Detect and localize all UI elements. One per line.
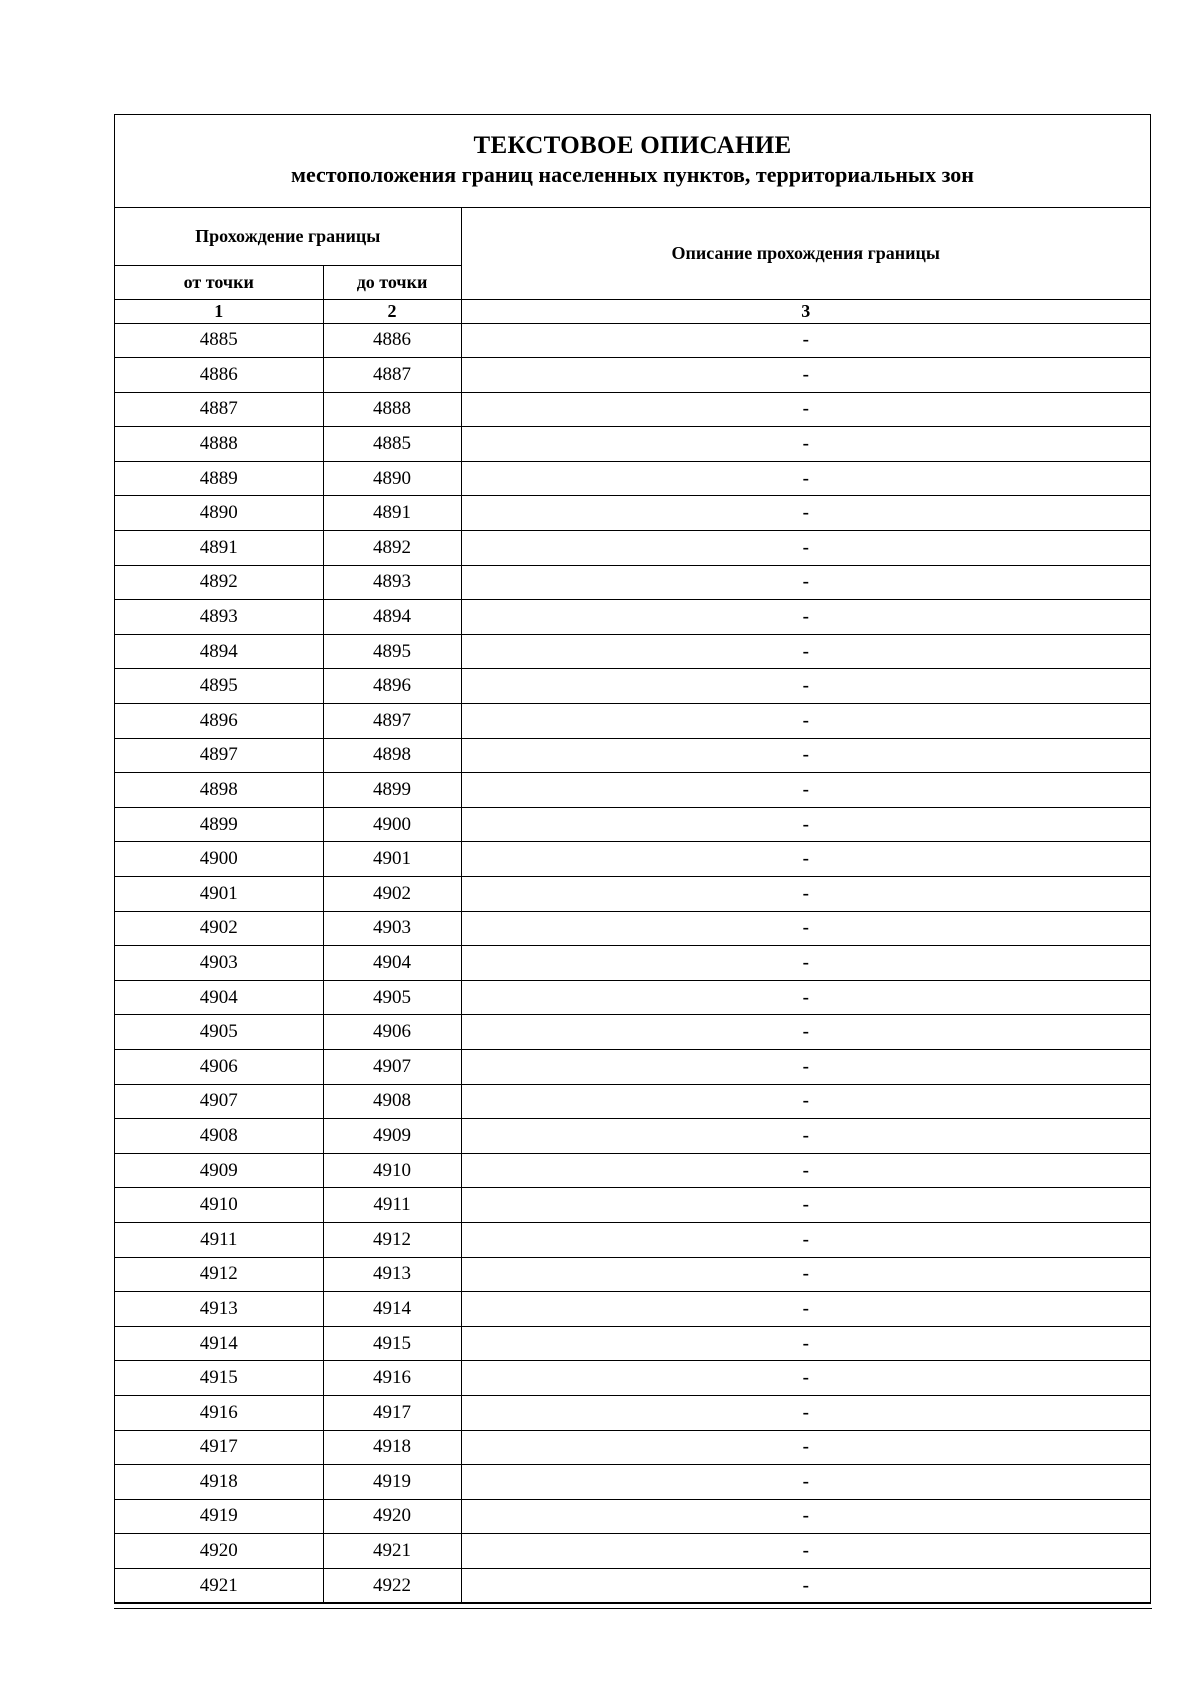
table-row [115,807,1150,842]
table-row [115,427,1150,462]
cell-description: - [461,1049,1150,1084]
table-row [115,1465,1150,1500]
cell-to-point: 4887 [323,358,461,393]
cell-to-point: 4895 [323,634,461,669]
cell-from-point: 4898 [115,773,323,808]
cell-to-point: 4918 [323,1430,461,1465]
cell-description: - [461,1499,1150,1534]
cell-from-point: 4904 [115,980,323,1015]
cell-description: - [461,1534,1150,1569]
table-row [115,911,1150,946]
cell-description: - [461,531,1150,566]
table-row [115,1257,1150,1292]
cell-from-point: 4891 [115,531,323,566]
cell-from-point: 4900 [115,842,323,877]
table-body [115,323,1150,1603]
cell-from-point: 4919 [115,1499,323,1534]
cell-to-point: 4912 [323,1222,461,1257]
table-row [115,531,1150,566]
cell-from-point: 4917 [115,1430,323,1465]
table-row [115,1049,1150,1084]
cell-from-point: 4892 [115,565,323,600]
cell-description: - [461,1119,1150,1154]
table-row [115,946,1150,981]
table-row [115,980,1150,1015]
cell-to-point: 4896 [323,669,461,704]
cell-description: - [461,600,1150,635]
cell-description: - [461,1292,1150,1327]
cell-from-point: 4894 [115,634,323,669]
cell-description: - [461,1395,1150,1430]
table-row [115,1568,1150,1603]
cell-to-point: 4915 [323,1326,461,1361]
cell-from-point: 4887 [115,392,323,427]
table-row [115,877,1150,912]
table-row [115,1326,1150,1361]
cell-from-point: 4915 [115,1361,323,1396]
cell-from-point: 4903 [115,946,323,981]
cell-from-point: 4905 [115,1015,323,1050]
table-row [115,392,1150,427]
cell-description: - [461,461,1150,496]
cell-to-point: 4903 [323,911,461,946]
cell-to-point: 4886 [323,323,461,358]
cell-from-point: 4888 [115,427,323,462]
table-row [115,1015,1150,1050]
cell-from-point: 4893 [115,600,323,635]
table-row [115,1084,1150,1119]
table-row [115,496,1150,531]
header-description: Описание прохождения границы [461,208,1150,299]
table-row [115,1222,1150,1257]
cell-from-point: 4906 [115,1049,323,1084]
cell-from-point: 4899 [115,807,323,842]
header-from-point: от точки [115,265,323,299]
cell-to-point: 4913 [323,1257,461,1292]
header-to-point: до точки [323,265,461,299]
cell-description: - [461,1361,1150,1396]
table-row [115,669,1150,704]
cell-description: - [461,634,1150,669]
cell-to-point: 4906 [323,1015,461,1050]
cell-description: - [461,1188,1150,1223]
cell-description: - [461,565,1150,600]
cell-to-point: 4904 [323,946,461,981]
cell-to-point: 4894 [323,600,461,635]
cell-from-point: 4910 [115,1188,323,1223]
header-passage: Прохождение границы [115,208,461,265]
cell-from-point: 4907 [115,1084,323,1119]
cell-from-point: 4918 [115,1465,323,1500]
document-subtitle: местоположения границ населенных пунктов, территориальных зон [291,162,974,187]
cell-from-point: 4921 [115,1568,323,1603]
title-block [115,115,1150,208]
cell-description: - [461,496,1150,531]
table-row [115,600,1150,635]
cell-description: - [461,1568,1150,1603]
cell-to-point: 4909 [323,1119,461,1154]
cell-to-point: 4914 [323,1292,461,1327]
cell-to-point: 4920 [323,1499,461,1534]
cell-description: - [461,877,1150,912]
cell-description: - [461,946,1150,981]
cell-description: - [461,392,1150,427]
cell-description: - [461,669,1150,704]
table-row [115,323,1150,358]
cell-to-point: 4922 [323,1568,461,1603]
cell-to-point: 4919 [323,1465,461,1500]
table-row [115,1361,1150,1396]
cell-from-point: 4895 [115,669,323,704]
cell-description: - [461,1257,1150,1292]
cell-from-point: 4889 [115,461,323,496]
table-row [115,1153,1150,1188]
cell-description: - [461,738,1150,773]
cell-to-point: 4893 [323,565,461,600]
table-row [115,1430,1150,1465]
header-col-number-3: 3 [461,299,1150,323]
cell-to-point: 4901 [323,842,461,877]
cell-from-point: 4885 [115,323,323,358]
cell-description: - [461,980,1150,1015]
cell-description: - [461,1153,1150,1188]
cell-from-point: 4920 [115,1534,323,1569]
document-title: ТЕКСТОВОЕ ОПИСАНИЕ [473,132,792,159]
cell-description: - [461,773,1150,808]
cell-description: - [461,1015,1150,1050]
cell-to-point: 4910 [323,1153,461,1188]
cell-to-point: 4902 [323,877,461,912]
cell-description: - [461,1084,1150,1119]
cell-description: - [461,358,1150,393]
cell-from-point: 4911 [115,1222,323,1257]
cell-to-point: 4888 [323,392,461,427]
cell-to-point: 4897 [323,704,461,739]
table-row [115,565,1150,600]
cell-from-point: 4901 [115,877,323,912]
cell-to-point: 4905 [323,980,461,1015]
cell-from-point: 4896 [115,704,323,739]
table-row [115,1534,1150,1569]
cell-to-point: 4908 [323,1084,461,1119]
cell-to-point: 4885 [323,427,461,462]
table-row [115,634,1150,669]
cell-to-point: 4900 [323,807,461,842]
cell-description: - [461,1430,1150,1465]
table-row [115,842,1150,877]
boundary-description-document [114,114,1151,1604]
cell-description: - [461,1222,1150,1257]
table-row [115,1188,1150,1223]
cell-description: - [461,911,1150,946]
cell-to-point: 4911 [323,1188,461,1223]
cell-from-point: 4886 [115,358,323,393]
cell-from-point: 4916 [115,1395,323,1430]
table-row [115,738,1150,773]
cell-to-point: 4917 [323,1395,461,1430]
cell-description: - [461,842,1150,877]
table-row [115,1499,1150,1534]
cell-description: - [461,323,1150,358]
cell-from-point: 4902 [115,911,323,946]
cell-from-point: 4890 [115,496,323,531]
cell-description: - [461,704,1150,739]
cell-to-point: 4892 [323,531,461,566]
cell-description: - [461,807,1150,842]
cell-from-point: 4913 [115,1292,323,1327]
table-row [115,704,1150,739]
table-row [115,1395,1150,1430]
cell-to-point: 4890 [323,461,461,496]
cell-to-point: 4907 [323,1049,461,1084]
boundary-table [115,208,1150,1603]
cell-to-point: 4916 [323,1361,461,1396]
cell-description: - [461,1326,1150,1361]
cell-from-point: 4897 [115,738,323,773]
bottom-rule [114,1608,1152,1609]
cell-to-point: 4921 [323,1534,461,1569]
cell-from-point: 4908 [115,1119,323,1154]
cell-description: - [461,427,1150,462]
table-row [115,1119,1150,1154]
cell-to-point: 4891 [323,496,461,531]
cell-from-point: 4909 [115,1153,323,1188]
header-col-number-2: 2 [323,299,461,323]
table-row [115,461,1150,496]
header-col-number-1: 1 [115,299,323,323]
cell-from-point: 4912 [115,1257,323,1292]
table-row [115,358,1150,393]
cell-to-point: 4898 [323,738,461,773]
cell-description: - [461,1465,1150,1500]
cell-from-point: 4914 [115,1326,323,1361]
table-row [115,773,1150,808]
table-row [115,1292,1150,1327]
cell-to-point: 4899 [323,773,461,808]
